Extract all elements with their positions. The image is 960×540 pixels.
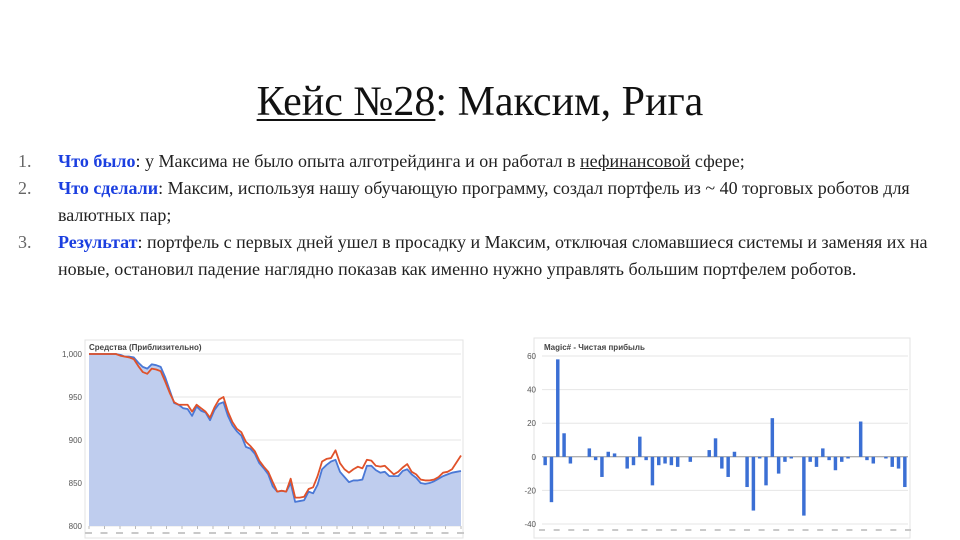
- profit-x-tick-label: [539, 529, 545, 531]
- profit-bar: [859, 422, 862, 457]
- profit-x-tick-label: [700, 529, 706, 531]
- profit-x-tick-label: [832, 529, 838, 531]
- profit-bar: [745, 457, 748, 487]
- profit-bar: [764, 457, 767, 486]
- profit-chart-title: Magic# - Чистая прибыль: [544, 343, 645, 352]
- profit-bar: [707, 450, 710, 457]
- profit-bar: [644, 457, 647, 460]
- profit-y-tick-label: 0: [531, 452, 536, 462]
- equity-y-tick-label: 950: [68, 393, 82, 402]
- list-key: Что сделали: [58, 178, 159, 198]
- equity-x-tick-label: [380, 532, 387, 534]
- profit-x-tick-label: [876, 529, 882, 531]
- equity-x-tick-label: [318, 532, 325, 534]
- list-key: Результат: [58, 232, 138, 252]
- profit-x-tick-label: [627, 529, 633, 531]
- profit-bar: [903, 457, 906, 487]
- equity-x-tick-label: [256, 532, 263, 534]
- profit-x-tick-label: [905, 529, 911, 531]
- profit-x-tick-label: [685, 529, 691, 531]
- title-rest: : Максим, Рига: [435, 79, 704, 125]
- equity-x-tick-label: [85, 532, 92, 534]
- profit-x-tick-label: [598, 529, 604, 531]
- profit-bar: [676, 457, 679, 467]
- profit-y-tick-label: 40: [527, 385, 536, 395]
- profit-bar: [632, 457, 635, 465]
- profit-x-tick-label: [817, 529, 823, 531]
- equity-y-tick-label: 800: [68, 522, 82, 531]
- profit-bar: [720, 457, 723, 469]
- profit-bar: [670, 457, 673, 465]
- equity-x-tick-label: [457, 532, 464, 534]
- profit-bar: [543, 457, 546, 465]
- equity-x-tick-label: [395, 532, 402, 534]
- equity-x-tick-label: [442, 532, 449, 534]
- profit-x-tick-label: [671, 529, 677, 531]
- profit-bar: [758, 457, 761, 459]
- profit-x-tick-label: [583, 529, 589, 531]
- equity-x-tick-label: [178, 532, 185, 534]
- profit-x-tick-label: [788, 529, 794, 531]
- list-item: [18, 148, 948, 175]
- profit-y-tick-label: -20: [524, 486, 536, 496]
- list-text: : у Максима не было опыта алготрейдинга и он работал в: [135, 151, 581, 171]
- profit-x-tick-label: [729, 529, 735, 531]
- profit-bar: [663, 457, 666, 464]
- profit-bar: [865, 457, 868, 460]
- equity-y-tick-label: 900: [68, 436, 82, 445]
- profit-bar: [556, 359, 559, 456]
- equity-x-tick-label: [101, 532, 108, 534]
- profit-chart: [512, 336, 912, 540]
- profit-bar: [613, 453, 616, 456]
- profit-bar: [550, 457, 553, 502]
- equity-x-tick-label: [209, 532, 216, 534]
- profit-bar: [777, 457, 780, 474]
- profit-bar: [714, 438, 717, 456]
- equity-x-tick-label: [333, 532, 340, 534]
- equity-y-tick-label: 1,000: [61, 350, 82, 359]
- profit-bar: [783, 457, 786, 462]
- profit-x-tick-label: [715, 529, 721, 531]
- profit-bar: [638, 437, 641, 457]
- profit-bar: [562, 433, 565, 457]
- equity-x-tick-label: [302, 532, 309, 534]
- profit-bar: [802, 457, 805, 516]
- list-text-end: сфере;: [690, 151, 745, 171]
- equity-x-tick-label: [147, 532, 154, 534]
- numbered-list: [18, 148, 948, 283]
- profit-x-tick-label: [656, 529, 662, 531]
- equity-chart-title: Средства (Приблизительно): [89, 343, 202, 352]
- profit-x-tick-label: [861, 529, 867, 531]
- profit-x-tick-label: [890, 529, 896, 531]
- list-underlined: нефинансовой: [580, 151, 691, 171]
- list-item: [18, 175, 948, 229]
- profit-bar: [651, 457, 654, 486]
- profit-bar: [689, 457, 692, 462]
- profit-x-tick-label: [803, 529, 809, 531]
- profit-bar: [657, 457, 660, 465]
- equity-x-tick-label: [271, 532, 278, 534]
- profit-bar: [846, 457, 849, 459]
- profit-bar: [790, 457, 793, 459]
- profit-bar: [733, 452, 736, 457]
- profit-x-tick-label: [759, 529, 765, 531]
- profit-bar: [890, 457, 893, 467]
- profit-bar: [827, 457, 830, 460]
- profit-x-tick-label: [554, 529, 560, 531]
- profit-bar: [821, 448, 824, 456]
- profit-x-tick-label: [744, 529, 750, 531]
- profit-bar: [588, 448, 591, 456]
- profit-bar: [884, 457, 887, 459]
- profit-bar: [594, 457, 597, 460]
- profit-x-tick-label: [568, 529, 574, 531]
- list-text: : портфель с первых дней ушел в просадку и Максим, отключая сломавшиеся системы и заменяя их на новые, остановил падение наглядно показав как именно нужно управлять большим портфелем роботов.: [58, 232, 928, 279]
- list-number: 1.: [18, 151, 32, 171]
- equity-x-tick-label: [411, 532, 418, 534]
- title-case-number: Кейс №28: [256, 79, 436, 125]
- profit-y-tick-label: 60: [527, 352, 536, 361]
- equity-x-tick-label: [132, 532, 139, 534]
- equity-x-tick-label: [116, 532, 123, 534]
- profit-bar: [625, 457, 628, 469]
- profit-bar: [815, 457, 818, 467]
- equity-x-tick-label: [349, 532, 356, 534]
- profit-x-tick-label: [846, 529, 852, 531]
- profit-bar: [726, 457, 729, 477]
- profit-x-tick-label: [773, 529, 779, 531]
- equity-x-tick-label: [287, 532, 294, 534]
- profit-y-tick-label: -40: [524, 520, 536, 529]
- list-key: Что было: [58, 151, 136, 171]
- profit-bar: [752, 457, 755, 511]
- profit-bar: [607, 452, 610, 457]
- profit-bar: [834, 457, 837, 470]
- profit-bar: [600, 457, 603, 477]
- equity-x-tick-label: [194, 532, 201, 534]
- equity-y-tick-label: 850: [68, 479, 82, 488]
- profit-x-tick-label: [641, 529, 647, 531]
- equity-x-tick-label: [163, 532, 170, 534]
- list-text: : Максим, используя нашу обучающую программу, создал портфель из ~ 40 торговых роботов для валютных пар;: [58, 178, 910, 225]
- equity-x-tick-label: [364, 532, 371, 534]
- slide-title: [0, 78, 960, 126]
- list-item: [18, 229, 948, 283]
- list-number: 3.: [18, 232, 32, 252]
- profit-bar: [808, 457, 811, 462]
- equity-x-tick-label: [225, 532, 232, 534]
- profit-bar: [897, 457, 900, 469]
- profit-bar: [840, 457, 843, 462]
- profit-bar: [872, 457, 875, 464]
- equity-x-tick-label: [240, 532, 247, 534]
- profit-bar: [569, 457, 572, 464]
- profit-bar: [771, 418, 774, 457]
- profit-y-tick-label: 20: [527, 419, 536, 429]
- list-number: 2.: [18, 178, 32, 198]
- equity-chart: [55, 336, 465, 540]
- profit-x-tick-label: [612, 529, 618, 531]
- equity-x-tick-label: [426, 532, 433, 534]
